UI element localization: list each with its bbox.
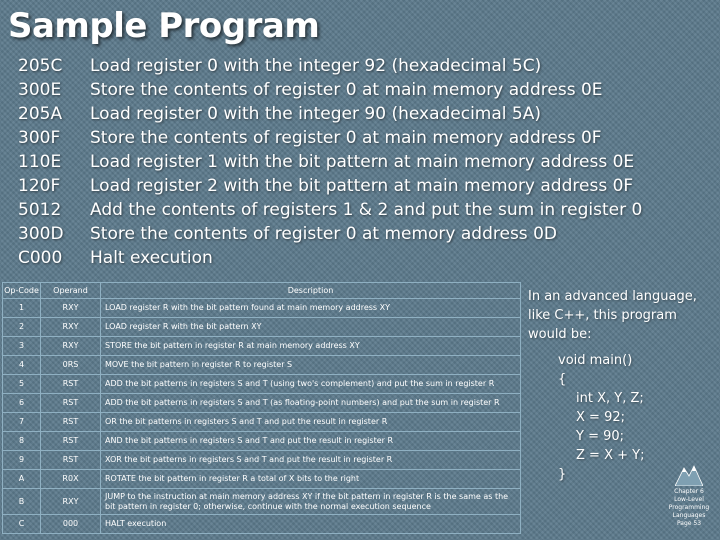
instruction-description: Load register 1 with the bit pattern at main memory address 0E bbox=[90, 152, 635, 172]
program-line bbox=[18, 246, 658, 270]
description-cell: AND the bit patterns in registers S and T and put the result in register R bbox=[101, 432, 521, 451]
machine-code: 205C bbox=[18, 56, 63, 76]
program-line bbox=[18, 126, 658, 150]
code-line: X = 92; bbox=[576, 410, 625, 425]
page-number: Page 53 bbox=[676, 520, 702, 527]
chapter-footer bbox=[660, 462, 718, 528]
description-cell: HALT execution bbox=[101, 515, 521, 534]
table-row bbox=[3, 515, 521, 534]
opcode-cell: 3 bbox=[3, 337, 41, 356]
table-row bbox=[3, 451, 521, 470]
table-row bbox=[3, 432, 521, 451]
program-line bbox=[18, 174, 658, 198]
cpp-code-block bbox=[558, 351, 658, 484]
machine-code: 300F bbox=[18, 128, 61, 148]
operand-cell: RXY bbox=[41, 318, 101, 337]
description-cell: ADD the bit patterns in registers S and T (using two's complement) and put the sum in register R bbox=[101, 375, 521, 394]
instruction-description: Halt execution bbox=[90, 248, 213, 268]
program-line bbox=[18, 78, 658, 102]
machine-code: 300D bbox=[18, 224, 64, 244]
operand-cell: RST bbox=[41, 451, 101, 470]
program-line bbox=[18, 150, 658, 174]
program-listing bbox=[18, 54, 658, 270]
table-row bbox=[3, 337, 521, 356]
instruction-description: Load register 0 with the integer 92 (hexadecimal 5C) bbox=[90, 56, 542, 76]
machine-code: 205A bbox=[18, 104, 63, 124]
operand-cell: RST bbox=[41, 375, 101, 394]
footer-line: Low-Level bbox=[674, 496, 704, 503]
description-cell: JUMP to the instruction at main memory address XY if the bit pattern in register R is the same as the bit pattern in register 0; otherwise, continue with the normal execution sequence bbox=[101, 489, 521, 515]
operand-cell: RST bbox=[41, 432, 101, 451]
header-description: Description bbox=[101, 283, 521, 299]
operand-cell: RXY bbox=[41, 299, 101, 318]
operand-cell: RXY bbox=[41, 337, 101, 356]
operand-cell: R0X bbox=[41, 470, 101, 489]
opcode-cell: A bbox=[3, 470, 41, 489]
table-row bbox=[3, 318, 521, 337]
machine-code: C000 bbox=[18, 248, 63, 268]
description-cell: STORE the bit pattern in register R at main memory address XY bbox=[101, 337, 521, 356]
description-cell: LOAD register R with the bit pattern XY bbox=[101, 318, 521, 337]
operand-cell: 0RS bbox=[41, 356, 101, 375]
instruction-set-table bbox=[2, 282, 520, 534]
opcode-cell: 6 bbox=[3, 394, 41, 413]
code-line: { bbox=[558, 372, 567, 387]
instruction-description: Add the contents of registers 1 & 2 and put the sum in register 0 bbox=[90, 200, 643, 220]
opcode-cell: 8 bbox=[3, 432, 41, 451]
footer-line: Chapter 6 bbox=[674, 488, 704, 495]
machine-code: 110E bbox=[18, 152, 62, 172]
code-line: void main() bbox=[558, 353, 633, 368]
advanced-language-note: In an advanced language, like C++, this program would be: bbox=[528, 289, 697, 342]
footer-line: Languages bbox=[672, 512, 706, 519]
instruction-description: Load register 2 with the bit pattern at main memory address 0F bbox=[90, 176, 634, 196]
operand-cell: RXY bbox=[41, 489, 101, 515]
table-row bbox=[3, 470, 521, 489]
slide-title: Sample Program bbox=[8, 6, 320, 46]
description-cell: MOVE the bit pattern in register R to register S bbox=[101, 356, 521, 375]
operand-cell: RST bbox=[41, 413, 101, 432]
code-line: Z = X + Y; bbox=[576, 448, 645, 463]
description-cell: ADD the bit patterns in registers S and T (as floating-point numbers) and put the sum in register R bbox=[101, 394, 521, 413]
opcode-cell: 1 bbox=[3, 299, 41, 318]
code-line: } bbox=[558, 467, 567, 482]
operand-cell: RST bbox=[41, 394, 101, 413]
program-line bbox=[18, 222, 658, 246]
opcode-cell: 4 bbox=[3, 356, 41, 375]
machine-code: 5012 bbox=[18, 200, 62, 220]
description-cell: LOAD register R with the bit pattern found at main memory address XY bbox=[101, 299, 521, 318]
header-operand: Operand bbox=[41, 283, 101, 299]
table-row bbox=[3, 375, 521, 394]
table-row bbox=[3, 489, 521, 515]
opcode-cell: 2 bbox=[3, 318, 41, 337]
code-line: int X, Y, Z; bbox=[576, 391, 644, 406]
table-row bbox=[3, 394, 521, 413]
code-line: Y = 90; bbox=[576, 429, 625, 444]
program-line bbox=[18, 198, 658, 222]
instruction-description: Store the contents of register 0 at main memory address 0F bbox=[90, 128, 602, 148]
opcode-cell: C bbox=[3, 515, 41, 534]
footer-line: Programming bbox=[668, 504, 710, 511]
opcode-cell: 9 bbox=[3, 451, 41, 470]
header-opcode: Op-Code bbox=[3, 283, 41, 299]
program-line bbox=[18, 102, 658, 126]
table-row bbox=[3, 299, 521, 318]
opcode-cell: 5 bbox=[3, 375, 41, 394]
description-cell: XOR the bit patterns in registers S and T and put the result in register R bbox=[101, 451, 521, 470]
instruction-description: Store the contents of register 0 at memory address 0D bbox=[90, 224, 557, 244]
table-header-row bbox=[3, 283, 521, 299]
description-cell: OR the bit patterns in registers S and T and put the result in register R bbox=[101, 413, 521, 432]
opcode-cell: B bbox=[3, 489, 41, 515]
table-row bbox=[3, 356, 521, 375]
operand-cell: 000 bbox=[41, 515, 101, 534]
machine-code: 120F bbox=[18, 176, 61, 196]
opcode-cell: 7 bbox=[3, 413, 41, 432]
instruction-description: Load register 0 with the integer 90 (hexadecimal 5A) bbox=[90, 104, 541, 124]
mountain-logo-icon bbox=[675, 462, 703, 486]
machine-code: 300E bbox=[18, 80, 62, 100]
instruction-description: Store the contents of register 0 at main memory address 0E bbox=[90, 80, 603, 100]
program-line bbox=[18, 54, 658, 78]
table-row bbox=[3, 413, 521, 432]
description-cell: ROTATE the bit pattern in register R a total of X bits to the right bbox=[101, 470, 521, 489]
